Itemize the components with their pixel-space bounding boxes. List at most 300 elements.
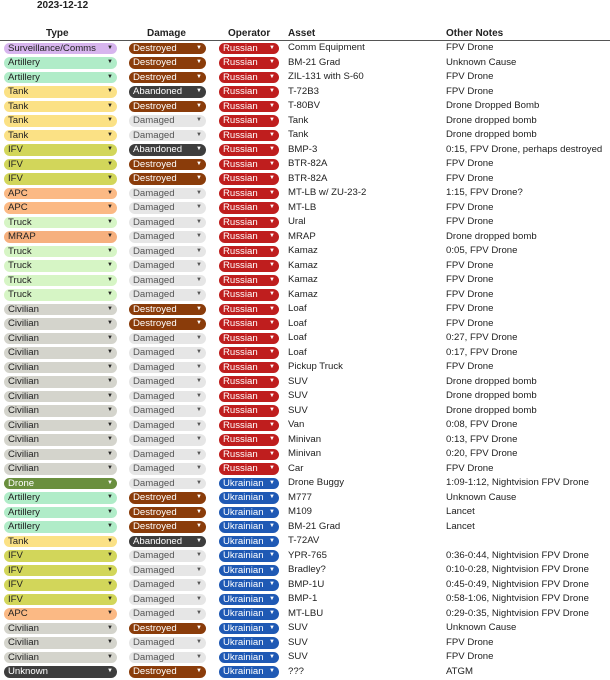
notes-cell[interactable]: 0:45-0:49, Nightvision FPV Drone	[446, 578, 589, 590]
asset-cell[interactable]: SUV	[288, 651, 308, 662]
damage-value: Damaged	[133, 202, 175, 213]
notes-cell[interactable]: FPV Drone	[446, 172, 494, 184]
damage-dropdown[interactable]	[129, 362, 206, 374]
dropdown-arrow-icon: ▼	[269, 653, 275, 660]
damage-value: Destroyed	[133, 666, 177, 677]
type-dropdown[interactable]	[4, 362, 117, 374]
damage-dropdown[interactable]	[129, 608, 206, 620]
notes-cell[interactable]: FPV Drone	[446, 288, 494, 300]
notes-cell[interactable]: 0:20, FPV Drone	[446, 448, 518, 459]
type-value: Truck	[8, 289, 32, 300]
type-dropdown[interactable]	[4, 536, 117, 548]
operator-dropdown[interactable]	[219, 579, 279, 591]
type-dropdown[interactable]	[4, 333, 117, 345]
operator-dropdown[interactable]	[219, 623, 279, 635]
dropdown-arrow-icon: ▼	[269, 146, 275, 152]
operator-dropdown[interactable]	[219, 333, 279, 345]
dropdown-arrow-icon: ▼	[107, 653, 113, 660]
operator-dropdown[interactable]	[219, 159, 279, 171]
damage-dropdown[interactable]	[129, 420, 206, 432]
damage-dropdown[interactable]	[129, 521, 206, 533]
asset-cell[interactable]: Tank	[288, 129, 309, 140]
notes-cell[interactable]: FPV Drone	[446, 274, 494, 285]
damage-dropdown[interactable]	[129, 434, 206, 446]
damage-value: Damaged	[133, 419, 175, 431]
type-dropdown[interactable]	[4, 391, 117, 403]
damage-dropdown[interactable]	[129, 463, 206, 475]
type-dropdown[interactable]	[4, 434, 117, 446]
damage-dropdown[interactable]	[129, 376, 206, 388]
operator-dropdown[interactable]	[219, 318, 279, 330]
asset-cell[interactable]: BM-21 Grad	[288, 520, 341, 532]
asset-cell[interactable]: BTR-82A	[288, 172, 328, 184]
dropdown-arrow-icon: ▼	[269, 668, 275, 674]
dropdown-arrow-icon: ▼	[269, 494, 275, 500]
dropdown-arrow-icon: ▼	[196, 189, 202, 196]
operator-dropdown[interactable]	[219, 43, 279, 55]
column-header-asset[interactable]: Asset	[288, 28, 316, 39]
operator-value: Russian	[223, 129, 258, 141]
asset-cell[interactable]: BM-21 Grad	[288, 56, 341, 68]
dropdown-arrow-icon: ▼	[196, 595, 202, 602]
operator-value: Russian	[223, 303, 258, 315]
damage-dropdown[interactable]	[129, 43, 206, 55]
operator-dropdown[interactable]	[219, 202, 279, 214]
damage-dropdown[interactable]	[129, 86, 206, 98]
asset-cell[interactable]: Van	[288, 419, 305, 430]
damage-dropdown[interactable]	[129, 405, 206, 417]
type-dropdown[interactable]	[4, 57, 117, 69]
asset-cell[interactable]: Kamaz	[288, 259, 318, 271]
operator-dropdown[interactable]	[219, 492, 279, 504]
damage-dropdown[interactable]	[129, 304, 206, 316]
damage-value: Destroyed	[133, 622, 177, 634]
type-dropdown[interactable]	[4, 463, 117, 475]
dropdown-arrow-icon: ▼	[196, 392, 202, 399]
damage-dropdown[interactable]	[129, 507, 206, 519]
operator-dropdown[interactable]	[219, 304, 279, 316]
dropdown-arrow-icon: ▼	[196, 218, 202, 225]
table-row	[0, 375, 610, 390]
operator-value: Russian	[223, 318, 258, 329]
operator-dropdown[interactable]	[219, 478, 279, 490]
asset-cell[interactable]: M109	[288, 506, 312, 517]
table-row	[0, 665, 610, 680]
notes-cell[interactable]: Drone dropped bomb	[446, 230, 537, 242]
asset-cell[interactable]: Loaf	[288, 303, 307, 314]
damage-value: Damaged	[133, 361, 175, 373]
damage-value: Damaged	[133, 550, 175, 561]
notes-cell[interactable]: Lancet	[446, 506, 475, 517]
damage-dropdown[interactable]	[129, 260, 206, 272]
operator-dropdown[interactable]	[219, 347, 279, 359]
dropdown-arrow-icon: ▼	[196, 59, 202, 65]
type-dropdown[interactable]	[4, 521, 117, 533]
notes-cell[interactable]: 0:27, FPV Drone	[446, 332, 518, 343]
type-dropdown[interactable]	[4, 318, 117, 330]
operator-dropdown[interactable]	[219, 420, 279, 432]
notes-cell[interactable]: 0:15, FPV Drone, perhaps destroyed	[446, 143, 603, 155]
dropdown-arrow-icon: ▼	[196, 88, 202, 94]
damage-value: Damaged	[133, 216, 175, 228]
asset-cell[interactable]: Kamaz	[288, 245, 318, 256]
operator-dropdown[interactable]	[219, 666, 279, 678]
damage-value: Damaged	[133, 448, 175, 460]
asset-cell[interactable]: Bradley?	[288, 564, 326, 575]
dropdown-arrow-icon: ▼	[269, 262, 275, 268]
damage-dropdown[interactable]	[129, 246, 206, 258]
asset-cell[interactable]: ???	[288, 665, 305, 677]
damage-value: Damaged	[133, 115, 175, 126]
type-dropdown[interactable]	[4, 608, 117, 620]
dropdown-arrow-icon: ▼	[269, 595, 275, 602]
dropdown-arrow-icon: ▼	[196, 566, 202, 573]
notes-cell[interactable]: Drone dropped bomb	[446, 404, 537, 416]
asset-cell[interactable]: T-80BV	[288, 100, 320, 111]
operator-value: Russian	[223, 463, 258, 474]
notes-cell[interactable]: FPV Drone	[446, 158, 494, 169]
asset-cell[interactable]: T-72B3	[288, 85, 319, 97]
operator-value: Ukrainian	[223, 666, 264, 677]
notes-cell[interactable]: Unknown Cause	[446, 622, 517, 633]
dropdown-arrow-icon: ▼	[107, 204, 113, 210]
type-value: Civilian	[8, 463, 39, 474]
type-dropdown[interactable]	[4, 304, 117, 316]
damage-value: Damaged	[133, 332, 175, 344]
dropdown-arrow-icon: ▼	[196, 363, 202, 370]
asset-cell[interactable]: SUV	[288, 390, 308, 401]
damage-value: Damaged	[133, 231, 175, 242]
notes-cell[interactable]: Drone dropped bomb	[446, 129, 537, 140]
type-dropdown[interactable]	[4, 492, 117, 504]
type-dropdown[interactable]	[4, 347, 117, 359]
operator-value: Russian	[223, 347, 258, 358]
type-dropdown[interactable]	[4, 260, 117, 272]
dropdown-arrow-icon: ▼	[269, 88, 275, 94]
damage-value: Damaged	[133, 579, 175, 590]
operator-dropdown[interactable]	[219, 101, 279, 113]
operator-dropdown[interactable]	[219, 652, 279, 664]
type-value: Civilian	[8, 347, 39, 358]
operator-dropdown[interactable]	[219, 72, 279, 84]
asset-cell[interactable]: SUV	[288, 636, 308, 648]
notes-cell[interactable]: 0:36-0:44, Nightvision FPV Drone	[446, 549, 589, 561]
damage-dropdown[interactable]	[129, 478, 206, 490]
operator-dropdown[interactable]	[219, 565, 279, 577]
asset-cell[interactable]: MT-LB w/ ZU-23-2	[288, 187, 367, 198]
notes-cell[interactable]: 0:29-0:35, Nightvision FPV Drone	[446, 607, 589, 619]
table-row	[0, 389, 610, 404]
type-dropdown[interactable]	[4, 217, 117, 229]
type-dropdown[interactable]	[4, 86, 117, 98]
damage-value: Damaged	[133, 289, 175, 300]
damage-dropdown[interactable]	[129, 231, 206, 243]
type-dropdown[interactable]	[4, 594, 117, 606]
asset-cell[interactable]: Ural	[288, 216, 306, 227]
damage-dropdown[interactable]	[129, 579, 206, 591]
asset-cell[interactable]: Comm Equipment	[288, 42, 365, 53]
damage-dropdown[interactable]	[129, 101, 206, 113]
notes-cell[interactable]: Drone dropped bomb	[446, 390, 537, 401]
notes-cell[interactable]: FPV Drone	[446, 636, 494, 648]
dropdown-arrow-icon: ▼	[107, 131, 113, 138]
operator-dropdown[interactable]	[219, 434, 279, 446]
dropdown-arrow-icon: ▼	[269, 363, 275, 370]
type-value: Civilian	[8, 318, 39, 329]
operator-dropdown[interactable]	[219, 362, 279, 374]
operator-dropdown[interactable]	[219, 217, 279, 229]
asset-cell[interactable]: YPR-765	[288, 549, 327, 561]
dropdown-arrow-icon: ▼	[269, 523, 275, 529]
type-dropdown[interactable]	[4, 202, 117, 214]
dropdown-arrow-icon: ▼	[196, 175, 202, 181]
asset-cell[interactable]: SUV	[288, 404, 308, 416]
damage-dropdown[interactable]	[129, 666, 206, 678]
asset-cell[interactable]: Minivan	[288, 433, 322, 445]
damage-dropdown[interactable]	[129, 57, 206, 69]
type-dropdown[interactable]	[4, 130, 117, 142]
type-dropdown[interactable]	[4, 420, 117, 432]
damage-dropdown[interactable]	[129, 652, 206, 664]
type-dropdown[interactable]	[4, 478, 117, 490]
notes-cell[interactable]: FPV Drone	[446, 462, 494, 474]
dropdown-arrow-icon: ▼	[107, 581, 113, 587]
damage-dropdown[interactable]	[129, 289, 206, 301]
asset-cell[interactable]: BMP-1	[288, 593, 318, 604]
operator-value: Russian	[223, 231, 258, 242]
operator-dropdown[interactable]	[219, 289, 279, 301]
notes-cell[interactable]: 1:15, FPV Drone?	[446, 187, 523, 198]
type-dropdown[interactable]	[4, 376, 117, 388]
type-value: IFV	[8, 564, 23, 576]
damage-dropdown[interactable]	[129, 217, 206, 229]
notes-cell[interactable]: FPV Drone	[446, 85, 494, 97]
notes-cell[interactable]: FPV Drone	[446, 303, 494, 314]
asset-cell[interactable]: SUV	[288, 622, 308, 633]
notes-cell[interactable]: Unknown Cause	[446, 491, 517, 503]
damage-dropdown[interactable]	[129, 594, 206, 606]
asset-cell[interactable]: M777	[288, 491, 312, 503]
damage-dropdown[interactable]	[129, 72, 206, 84]
asset-cell[interactable]: ZIL-131 with S-60	[288, 71, 364, 82]
asset-cell[interactable]: Loaf	[288, 346, 307, 358]
damage-dropdown[interactable]	[129, 173, 206, 185]
operator-dropdown[interactable]	[219, 115, 279, 127]
asset-cell[interactable]: Kamaz	[288, 288, 318, 300]
notes-cell[interactable]: Lancet	[446, 520, 475, 532]
notes-cell[interactable]: Drone Dropped Bomb	[446, 100, 540, 111]
operator-value: Russian	[223, 274, 258, 286]
asset-cell[interactable]: Kamaz	[288, 274, 318, 285]
notes-cell[interactable]: 0:10-0:28, Nightvision FPV Drone	[446, 564, 589, 575]
damage-dropdown[interactable]	[129, 565, 206, 577]
notes-cell[interactable]: FPV Drone	[446, 201, 494, 213]
type-dropdown[interactable]	[4, 115, 117, 127]
operator-dropdown[interactable]	[219, 275, 279, 287]
notes-cell[interactable]: FPV Drone	[446, 259, 494, 271]
operator-dropdown[interactable]	[219, 188, 279, 200]
asset-cell[interactable]: BMP-3	[288, 143, 318, 155]
damage-dropdown[interactable]	[129, 188, 206, 200]
column-header-type[interactable]: Type	[46, 28, 69, 39]
operator-value: Ukrainian	[223, 550, 264, 561]
damage-dropdown[interactable]	[129, 275, 206, 287]
dropdown-arrow-icon: ▼	[269, 218, 275, 225]
operator-dropdown[interactable]	[219, 144, 279, 156]
damage-dropdown[interactable]	[129, 623, 206, 635]
damage-dropdown[interactable]	[129, 550, 206, 562]
damage-dropdown[interactable]	[129, 347, 206, 359]
notes-cell[interactable]: 0:58-1:06, Nightvision FPV Drone	[446, 593, 589, 604]
dropdown-arrow-icon: ▼	[196, 436, 202, 442]
operator-dropdown[interactable]	[219, 594, 279, 606]
operator-dropdown[interactable]	[219, 507, 279, 519]
notes-cell[interactable]: ATGM	[446, 665, 474, 677]
operator-dropdown[interactable]	[219, 521, 279, 533]
operator-dropdown[interactable]	[219, 130, 279, 142]
dropdown-arrow-icon: ▼	[107, 102, 113, 109]
damage-dropdown[interactable]	[129, 144, 206, 156]
damage-dropdown[interactable]	[129, 449, 206, 461]
type-value: Civilian	[8, 361, 39, 373]
notes-cell[interactable]: Unknown Cause	[446, 56, 517, 68]
type-dropdown[interactable]	[4, 579, 117, 591]
notes-cell[interactable]: 0:13, FPV Drone	[446, 433, 518, 445]
type-dropdown[interactable]	[4, 101, 117, 113]
operator-dropdown[interactable]	[219, 246, 279, 258]
type-dropdown[interactable]	[4, 246, 117, 258]
type-value: Civilian	[8, 405, 39, 416]
operator-dropdown[interactable]	[219, 376, 279, 388]
asset-cell[interactable]: Loaf	[288, 317, 307, 329]
dropdown-arrow-icon: ▼	[107, 117, 113, 123]
column-header-damage[interactable]: Damage	[147, 28, 186, 39]
operator-dropdown[interactable]	[219, 550, 279, 562]
dropdown-arrow-icon: ▼	[269, 117, 275, 123]
type-dropdown[interactable]	[4, 72, 117, 84]
asset-cell[interactable]: MT-LBU	[288, 607, 324, 619]
damage-dropdown[interactable]	[129, 115, 206, 127]
dropdown-arrow-icon: ▼	[196, 378, 202, 384]
dropdown-arrow-icon: ▼	[107, 44, 113, 51]
operator-dropdown[interactable]	[219, 449, 279, 461]
notes-cell[interactable]: FPV Drone	[446, 361, 494, 372]
type-dropdown[interactable]	[4, 449, 117, 461]
damage-dropdown[interactable]	[129, 536, 206, 548]
notes-cell[interactable]: FPV Drone	[446, 317, 494, 329]
type-dropdown[interactable]	[4, 231, 117, 243]
type-dropdown[interactable]	[4, 666, 117, 678]
operator-dropdown[interactable]	[219, 57, 279, 69]
operator-dropdown[interactable]	[219, 608, 279, 620]
notes-cell[interactable]: 0:05, FPV Drone	[446, 245, 518, 256]
notes-cell[interactable]: 1:09-1:12, Nightvision FPV Drone	[446, 477, 589, 488]
table-row	[0, 230, 610, 245]
asset-cell[interactable]: BMP-1U	[288, 578, 325, 590]
dropdown-arrow-icon: ▼	[196, 334, 202, 341]
notes-cell[interactable]: 0:17, FPV Drone	[446, 346, 518, 358]
operator-dropdown[interactable]	[219, 637, 279, 649]
type-dropdown[interactable]	[4, 144, 117, 156]
table-row	[0, 56, 610, 71]
operator-dropdown[interactable]	[219, 536, 279, 548]
damage-dropdown[interactable]	[129, 318, 206, 330]
damage-value: Destroyed	[133, 57, 177, 68]
asset-cell[interactable]: Loaf	[288, 332, 307, 343]
type-dropdown[interactable]	[4, 289, 117, 301]
asset-cell[interactable]: Pickup Truck	[288, 361, 343, 372]
type-dropdown[interactable]	[4, 565, 117, 577]
type-dropdown[interactable]	[4, 405, 117, 417]
operator-dropdown[interactable]	[219, 231, 279, 243]
asset-cell[interactable]: MT-LB	[288, 201, 317, 213]
operator-value: Russian	[223, 419, 258, 431]
asset-cell[interactable]: SUV	[288, 375, 308, 387]
operator-dropdown[interactable]	[219, 173, 279, 185]
notes-cell[interactable]: FPV Drone	[446, 71, 494, 82]
type-dropdown[interactable]	[4, 637, 117, 649]
asset-cell[interactable]: Drone Buggy	[288, 477, 344, 488]
asset-cell[interactable]: T-72AV	[288, 535, 320, 546]
damage-dropdown[interactable]	[129, 391, 206, 403]
notes-cell[interactable]: FPV Drone	[446, 42, 494, 53]
asset-cell[interactable]: BTR-82A	[288, 158, 328, 169]
operator-dropdown[interactable]	[219, 405, 279, 417]
operator-value: Ukrainian	[223, 608, 264, 619]
column-header-operator[interactable]: Operator	[228, 28, 271, 39]
type-dropdown[interactable]	[4, 275, 117, 287]
asset-cell[interactable]: MRAP	[288, 230, 316, 242]
type-dropdown[interactable]	[4, 507, 117, 519]
damage-value: Damaged	[133, 347, 175, 358]
notes-cell[interactable]: Drone dropped bomb	[446, 375, 537, 387]
damage-dropdown[interactable]	[129, 202, 206, 214]
asset-cell[interactable]: Minivan	[288, 448, 322, 459]
operator-dropdown[interactable]	[219, 260, 279, 272]
asset-cell[interactable]: Tank	[288, 114, 309, 126]
damage-dropdown[interactable]	[129, 130, 206, 142]
type-dropdown[interactable]	[4, 173, 117, 185]
type-dropdown[interactable]	[4, 550, 117, 562]
type-dropdown[interactable]	[4, 652, 117, 664]
damage-value: Destroyed	[133, 173, 177, 184]
damage-dropdown[interactable]	[129, 159, 206, 171]
damage-dropdown[interactable]	[129, 637, 206, 649]
damage-dropdown[interactable]	[129, 333, 206, 345]
operator-dropdown[interactable]	[219, 86, 279, 98]
operator-dropdown[interactable]	[219, 391, 279, 403]
type-dropdown[interactable]	[4, 188, 117, 200]
operator-dropdown[interactable]	[219, 463, 279, 475]
column-header-notes[interactable]: Other Notes	[446, 28, 504, 39]
type-dropdown[interactable]	[4, 159, 117, 171]
type-dropdown[interactable]	[4, 43, 117, 55]
damage-value: Abandoned	[133, 86, 183, 97]
type-value: IFV	[8, 173, 23, 184]
damage-dropdown[interactable]	[129, 492, 206, 504]
notes-cell[interactable]: 0:08, FPV Drone	[446, 419, 518, 430]
asset-cell[interactable]: Car	[288, 462, 304, 474]
damage-value: Damaged	[133, 463, 175, 474]
notes-cell[interactable]: FPV Drone	[446, 216, 494, 227]
table-row	[0, 563, 610, 578]
operator-value: Ukrainian	[223, 622, 264, 634]
notes-cell[interactable]: FPV Drone	[446, 651, 494, 662]
notes-cell[interactable]: Drone dropped bomb	[446, 114, 537, 126]
type-dropdown[interactable]	[4, 623, 117, 635]
dropdown-arrow-icon: ▼	[269, 624, 275, 631]
dropdown-arrow-icon: ▼	[196, 479, 202, 486]
